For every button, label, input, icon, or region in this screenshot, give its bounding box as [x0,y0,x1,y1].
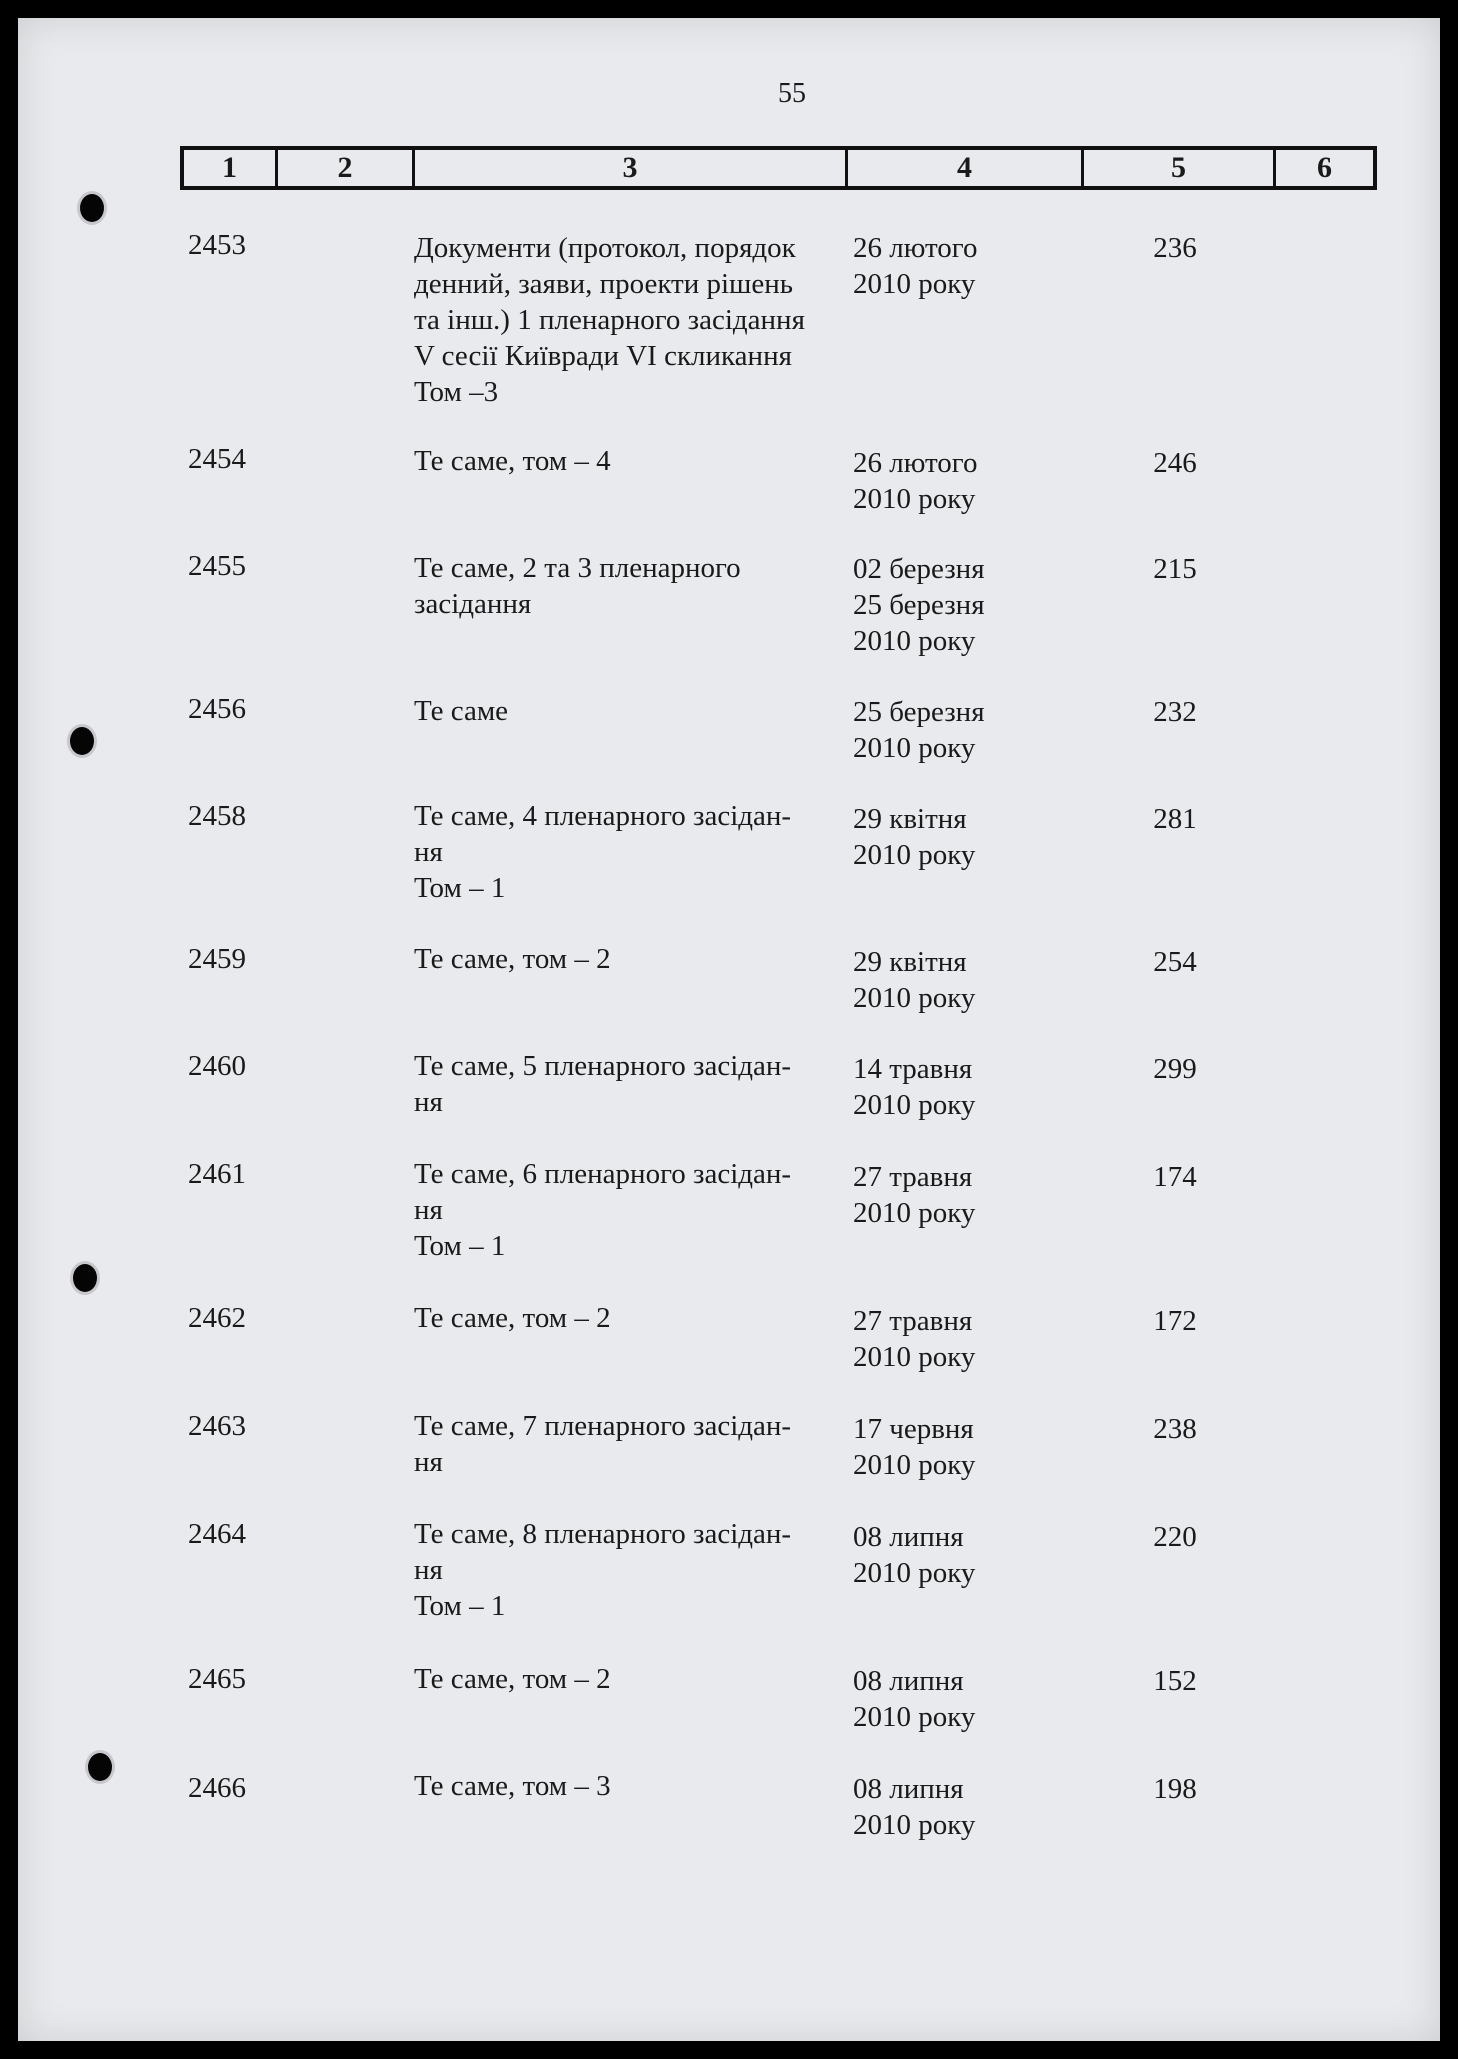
row-number: 2455 [188,550,246,582]
row-number: 2461 [188,1158,246,1190]
row-date: 25 березня 2010 року [853,696,985,764]
row-sheet-count: 232 [1153,696,1197,728]
row-sheet-count: 220 [1153,1521,1197,1553]
row-number: 2463 [188,1410,246,1442]
row-sheet-count: 198 [1153,1773,1197,1805]
row-description: Те саме, том – 3 [414,1770,611,1802]
row-number: 2458 [188,800,246,832]
row-sheet-count: 172 [1153,1305,1197,1337]
header-col-1: 1 [184,150,278,186]
page-number: 55 [778,78,806,109]
punch-hole [73,1264,97,1292]
row-date: 27 травня 2010 року [853,1161,976,1229]
row-number: 2465 [188,1663,246,1695]
row-sheet-count: 246 [1153,447,1197,479]
row-sheet-count: 152 [1153,1665,1197,1697]
row-description: Те саме, 5 пленарного засідан- ня [414,1050,792,1118]
row-sheet-count: 281 [1153,803,1197,835]
row-number: 2456 [188,693,246,725]
row-description: Те саме, том – 2 [414,943,611,975]
header-col-2: 2 [278,150,415,186]
punch-hole [80,194,104,222]
row-date: 26 лютого 2010 року [853,447,978,515]
row-date: 27 травня 2010 року [853,1305,976,1373]
row-date: 29 квітня 2010 року [853,803,976,871]
row-date: 08 липня 2010 року [853,1665,976,1733]
row-sheet-count: 236 [1153,232,1197,264]
row-date: 26 лютого 2010 року [853,232,978,300]
row-description: Те саме, 8 пленарного засідан- ня Том – 1 [414,1518,792,1622]
header-col-6: 6 [1317,151,1332,184]
row-sheet-count: 174 [1153,1161,1197,1193]
table-header [180,146,1377,190]
header-col-5: 5 [1084,150,1276,186]
row-sheet-count: 254 [1153,946,1197,978]
row-number: 2454 [188,443,246,475]
row-description: Те саме, 6 пленарного засідан- ня Том – 1 [414,1158,792,1262]
row-number: 2453 [188,229,246,261]
row-date: 02 березня 25 березня 2010 року [853,553,985,657]
row-sheet-count: 299 [1153,1053,1197,1085]
row-sheet-count: 215 [1153,553,1197,585]
row-number: 2459 [188,943,246,975]
punch-hole [88,1753,112,1781]
row-description: Те саме, том – 4 [414,445,611,477]
row-number: 2462 [188,1302,246,1334]
row-date: 08 липня 2010 року [853,1773,976,1841]
row-date: 29 квітня 2010 року [853,946,976,1014]
row-sheet-count: 238 [1153,1413,1197,1445]
row-number: 2460 [188,1050,246,1082]
row-description: Документи (протокол, порядок денний, заяви, проекти рішень та інш.) 1 пленарного засідання V сесії Київради VI скликання Том –3 [414,232,805,408]
row-date: 17 червня 2010 року [853,1413,976,1481]
row-description: Те саме [414,695,509,727]
punch-hole [70,727,94,755]
row-description: Те саме, том – 2 [414,1302,611,1334]
row-description: Те саме, 4 пленарного засідан- ня Том – 1 [414,800,792,904]
row-date: 08 липня 2010 року [853,1521,976,1589]
row-number: 2464 [188,1518,246,1550]
row-description: Те саме, том – 2 [414,1663,611,1695]
row-description: Те саме, 2 та 3 пленарного засідання [414,552,741,620]
row-number: 2466 [188,1772,246,1804]
row-date: 14 травня 2010 року [853,1053,976,1121]
header-col-3: 3 [415,150,848,186]
header-col-4: 4 [848,150,1084,186]
row-description: Те саме, 7 пленарного засідан- ня [414,1410,792,1478]
